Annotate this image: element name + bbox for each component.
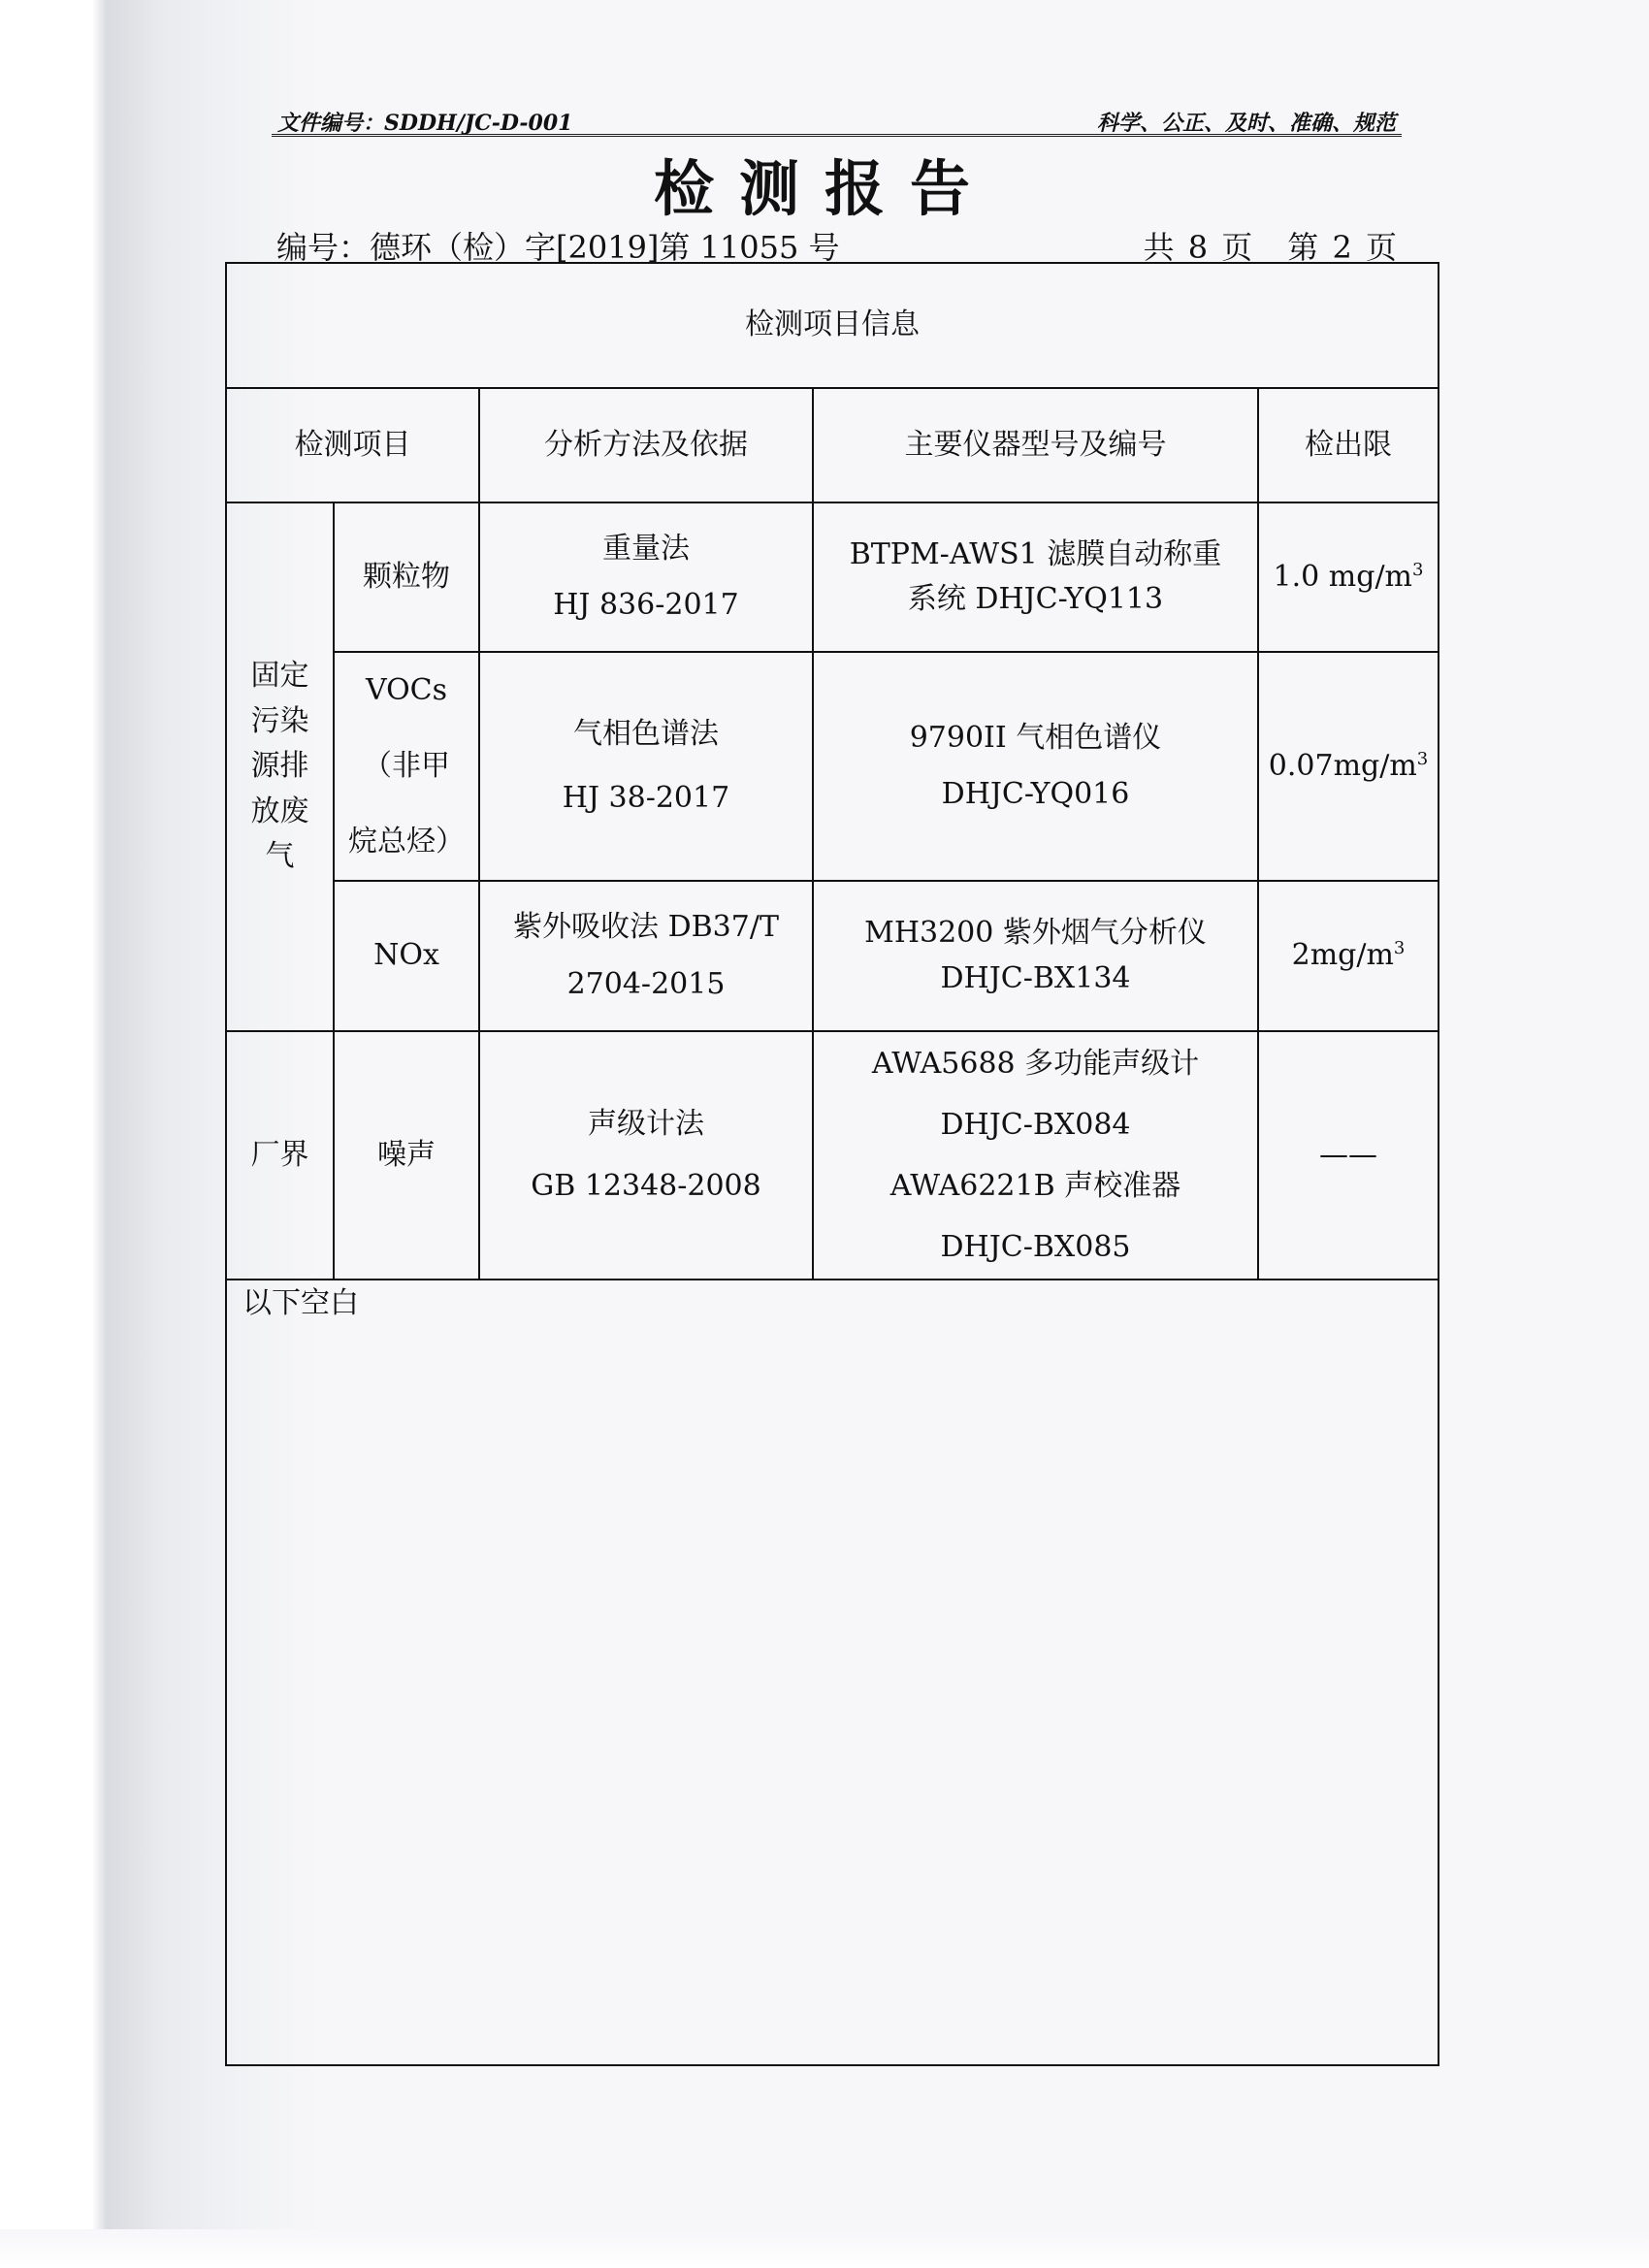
header-method: 分析方法及依据 xyxy=(479,388,813,502)
blank-note: 以下空白 xyxy=(242,1286,359,1320)
section-title-row xyxy=(227,264,1438,388)
method-cell: 紫外吸收法 DB37/T 2704-2015 xyxy=(479,881,813,1031)
file-number: 文件编号：SDDH/JC-D-001 xyxy=(277,111,573,136)
item-nox: NOx xyxy=(334,881,479,1031)
table-row xyxy=(227,881,1438,1031)
table-row xyxy=(227,1031,1438,1280)
table-row xyxy=(227,502,1438,652)
category-fixed-source: 固定 污染 源排 放废 气 xyxy=(227,502,334,1031)
instrument-cell: 9790II 气相色谱仪 DHJC-YQ016 xyxy=(813,652,1258,881)
limit-cell: $0.07mg/m^3$ xyxy=(1258,652,1438,881)
item-vocs: VOCs （非甲 烷总烃） xyxy=(334,652,479,881)
method-cell: 声级计法 GB 12348-2008 xyxy=(479,1031,813,1280)
page-info: 共 8 页 第 2 页 xyxy=(1143,229,1399,266)
header-limit: 检出限 xyxy=(1258,388,1438,502)
limit-cell: 1.0 $mg/m^3$ xyxy=(1258,502,1438,652)
instrument-cell: MH3200 紫外烟气分析仪 DHJC-BX134 xyxy=(813,881,1258,1031)
limit-cell: —— xyxy=(1258,1031,1438,1280)
item-particulate: 颗粒物 xyxy=(334,502,479,652)
document-header-line xyxy=(272,107,1402,137)
motto: 科学、公正、及时、准确、规范 xyxy=(1096,111,1396,136)
table-row xyxy=(227,652,1438,881)
category-boundary: 厂界 xyxy=(227,1031,334,1280)
header-item: 检测项目 xyxy=(227,388,479,502)
detection-info-table xyxy=(227,264,1438,1280)
report-title: 检测报告 xyxy=(653,153,995,224)
report-frame xyxy=(225,262,1439,2066)
method-cell: 气相色谱法 HJ 38-2017 xyxy=(479,652,813,881)
header-instrument: 主要仪器型号及编号 xyxy=(813,388,1258,502)
limit-cell: $2mg/m^3$ xyxy=(1258,881,1438,1031)
scan-edge xyxy=(0,2229,1649,2268)
item-noise: 噪声 xyxy=(334,1031,479,1280)
method-cell: 重量法 HJ 836-2017 xyxy=(479,502,813,652)
instrument-cell: AWA5688 多功能声级计 DHJC-BX084 AWA6221B 声校准器 DHJC-BX085 xyxy=(813,1031,1258,1280)
instrument-cell: BTPM-AWS1 滤膜自动称重 系统 DHJC-YQ113 xyxy=(813,502,1258,652)
report-number: 编号：德环（检）字[2019]第 11055 号 xyxy=(276,229,840,266)
section-title: 检测项目信息 xyxy=(227,264,1438,388)
header-row xyxy=(227,388,1438,502)
